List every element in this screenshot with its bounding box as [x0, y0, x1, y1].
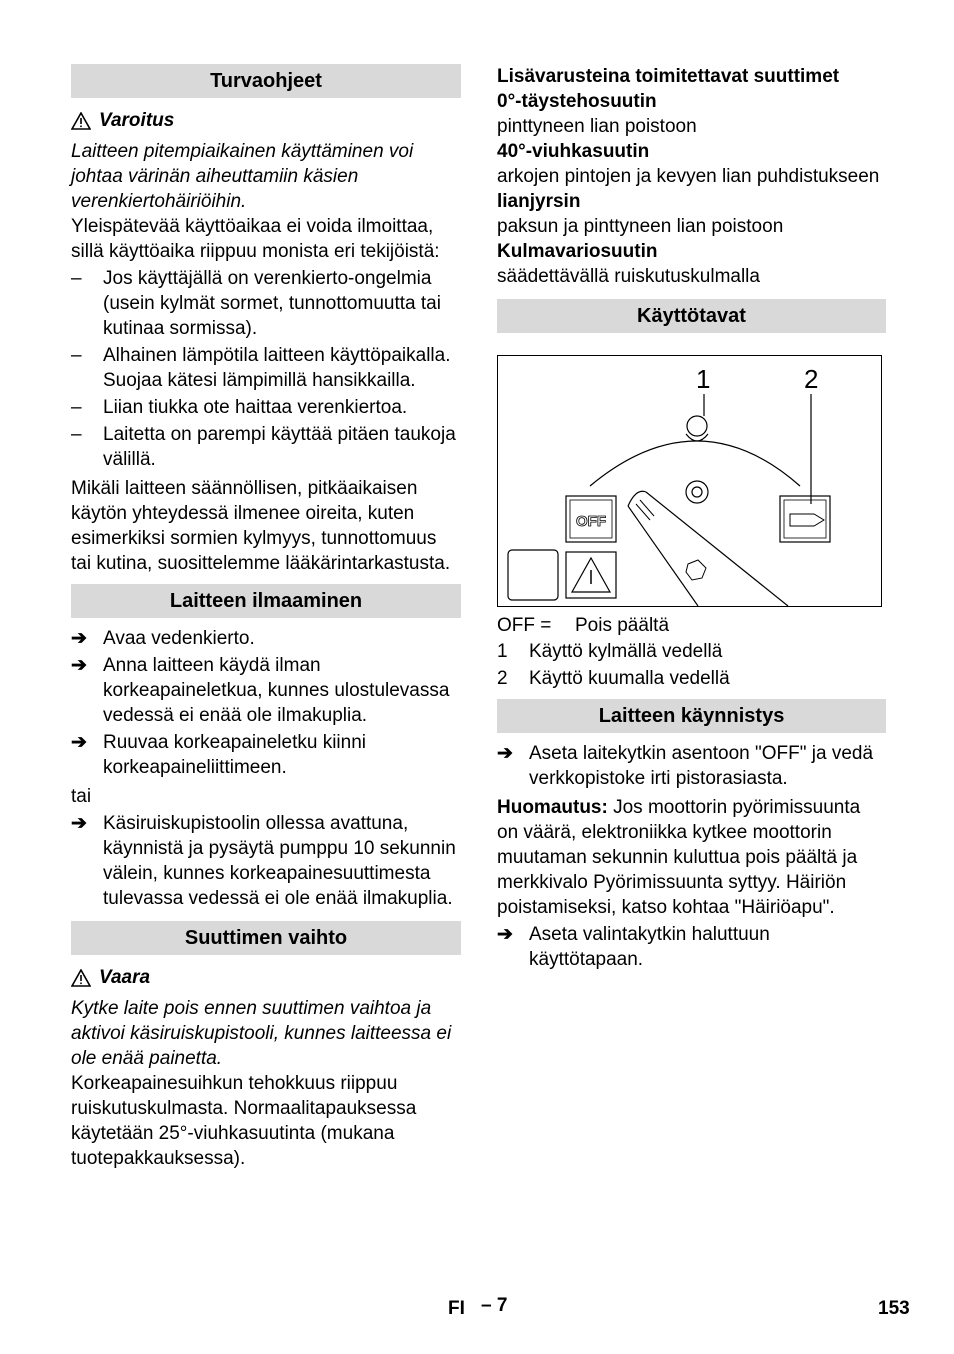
hex-icon — [686, 560, 706, 580]
list-item: – Laitetta on parempi käyttää pitäen taukoja välillä. — [71, 422, 461, 472]
dial-knob-edge — [628, 506, 698, 606]
footer-local-page: – 7 — [481, 1295, 508, 1316]
note-label: Huomautus: — [497, 797, 608, 818]
legend-value: Käyttö kuumalla vedellä — [529, 668, 730, 689]
list-item: ➔ Anna laitteen käydä ilman korkeapaineletkua, kunnes ulostulevassa vedessä ei enää ole ilmakuplia. — [71, 655, 450, 726]
arrow-right-icon: ➔ — [497, 743, 513, 764]
section-title-startup: Laitteen käynnistys — [497, 699, 886, 733]
legend-row — [497, 613, 886, 638]
arrow-right-icon: ➔ — [71, 732, 87, 753]
diagram-label-1: 1 — [696, 364, 711, 394]
warning-label: Varoitus — [99, 110, 175, 131]
startup-steps-2 — [497, 922, 886, 972]
accessory-name: 0°-täystehosuutin — [497, 91, 657, 112]
accessory-name: 40°-viuhkasuutin — [497, 141, 650, 162]
list-item: ➔ Käsiruiskupistoolin ollessa avattuna, käynnistä ja pysäytä pumppu 10 sekunnin välein, kunnes korkeapainesuuttimesta tulevassa vedessä ei ole enää ilmakuplia. — [71, 813, 456, 909]
list-item: ➔ Avaa vedenkierto. — [71, 628, 255, 649]
or-text: tai — [71, 786, 92, 807]
legend-row — [497, 639, 886, 664]
control-panel-illustration — [498, 356, 881, 606]
right-column — [497, 64, 886, 972]
accessory-desc: arkojen pintojen ja kevyen lian puhdistukseen — [497, 166, 880, 187]
safety-factor-list — [71, 266, 461, 472]
section-title-safety: Turvaohjeet — [71, 64, 461, 98]
safety-intro: Yleispätevää käyttöaikaa ei voida ilmoittaa, sillä käyttöaika riippuu monista eri tekijöistä: — [71, 216, 440, 262]
accessories-title: Lisävarusteina toimitettavat suuttimet — [497, 66, 840, 87]
diagram-label-2: 2 — [804, 364, 819, 394]
venting-alt-steps — [71, 811, 461, 911]
legend-key: OFF = — [497, 615, 552, 636]
section-title-modes: Käyttötavat — [497, 299, 886, 333]
startup-note — [497, 795, 886, 920]
note-text: Jos moottorin pyörimissuunta on väärä, elektroniikka kytkee moottorin muutaman sekunnin kuluttua pois päältä ja merkkivalo Pyörimissuunta syttyy. Häiriön poistamiseksi, katso kohtaa "Häiriöapu". — [497, 797, 861, 918]
accessory-name: Kulmavariosuutin — [497, 241, 658, 262]
left-column — [71, 64, 461, 1171]
legend-row — [497, 666, 886, 691]
accessory-desc: paksun ja pinttyneen lian poistoon — [497, 216, 784, 237]
nozzle-text: Korkeapainesuihkun tehokkuus riippuu ruiskutuskulmasta. Normaalitapauksessa käytetään 25°-viuhkasuutinta (mukana tuotepakkauksessa). — [71, 1073, 417, 1169]
startup-steps — [497, 741, 886, 791]
accessory-desc: pinttyneen lian poistoon — [497, 116, 697, 137]
venting-steps — [71, 626, 461, 780]
legend-key: 2 — [497, 668, 508, 689]
modes-legend — [497, 613, 886, 691]
accessory-name: lianjyrsin — [497, 191, 581, 212]
footer-page-number: 153 — [878, 1298, 910, 1319]
list-item: – Liian tiukka ote haittaa verenkiertoa. — [71, 395, 461, 420]
safety-outro: Mikäli laitteen säännöllisen, pitkäaikaisen käytön yhteydessä ilmenee oireita, kuten esimerkiksi sormien kylmyys, tunnottomuus tai kutina, suosittelemme lääkärintarkastusta. — [71, 478, 451, 574]
danger-heading — [71, 965, 461, 990]
warning-text: Laitteen pitempiaikainen käyttäminen voi johtaa värinän aiheuttamiin käsien verenkiertohäiriöihin. — [71, 141, 414, 212]
danger-text: Kytke laite pois ennen suuttimen vaihtoa ja aktivoi käsiruiskupistooli, kunnes laitteessa ei ole enää painetta. — [71, 998, 452, 1069]
warning-triangle-icon — [71, 969, 91, 987]
accessory-list — [497, 89, 886, 289]
arrow-right-icon: ➔ — [497, 924, 513, 945]
cold-water-icon — [687, 416, 707, 436]
legend-value: Käyttö kylmällä vedellä — [529, 641, 723, 662]
blank-button — [508, 550, 558, 600]
warning-triangle-icon — [71, 112, 91, 130]
section-title-nozzle: Suuttimen vaihto — [71, 921, 461, 955]
arrow-right-icon: ➔ — [71, 813, 87, 834]
arrow-right-icon: ➔ — [71, 628, 87, 649]
control-panel-diagram — [497, 355, 882, 607]
footer-language: FI — [448, 1298, 465, 1319]
dial-center-icon — [686, 481, 708, 503]
list-item: ➔ Ruuvaa korkeapaineletku kiinni korkeapaineliittimeen. — [71, 732, 366, 778]
off-button-label: OFF — [576, 513, 606, 530]
legend-value: Pois päältä — [575, 615, 670, 636]
lance-icon — [790, 514, 824, 526]
list-item: – Alhainen lämpötila laitteen käyttöpaikalla. Suojaa kätesi lämpimillä hansikkailla. — [71, 343, 461, 393]
dial-arc — [590, 441, 800, 486]
list-item: ➔ Aseta laitekytkin asentoon "OFF" ja vedä verkkopistoke irti pistorasiasta. — [497, 743, 874, 789]
list-item: ➔ Aseta valintakytkin haluttuun käyttötapaan. — [497, 924, 770, 970]
legend-key: 1 — [497, 641, 508, 662]
list-item: – Jos käyttäjällä on verenkierto-ongelmia (usein kylmät sormet, tunnottomuutta tai kutinaa sormissa). — [71, 266, 461, 341]
arrow-right-icon: ➔ — [71, 655, 87, 676]
warning-heading — [71, 108, 461, 133]
accessory-desc: säädettävällä ruiskutuskulmalla — [497, 266, 760, 287]
section-title-venting: Laitteen ilmaaminen — [71, 584, 461, 618]
danger-label: Vaara — [99, 967, 151, 988]
